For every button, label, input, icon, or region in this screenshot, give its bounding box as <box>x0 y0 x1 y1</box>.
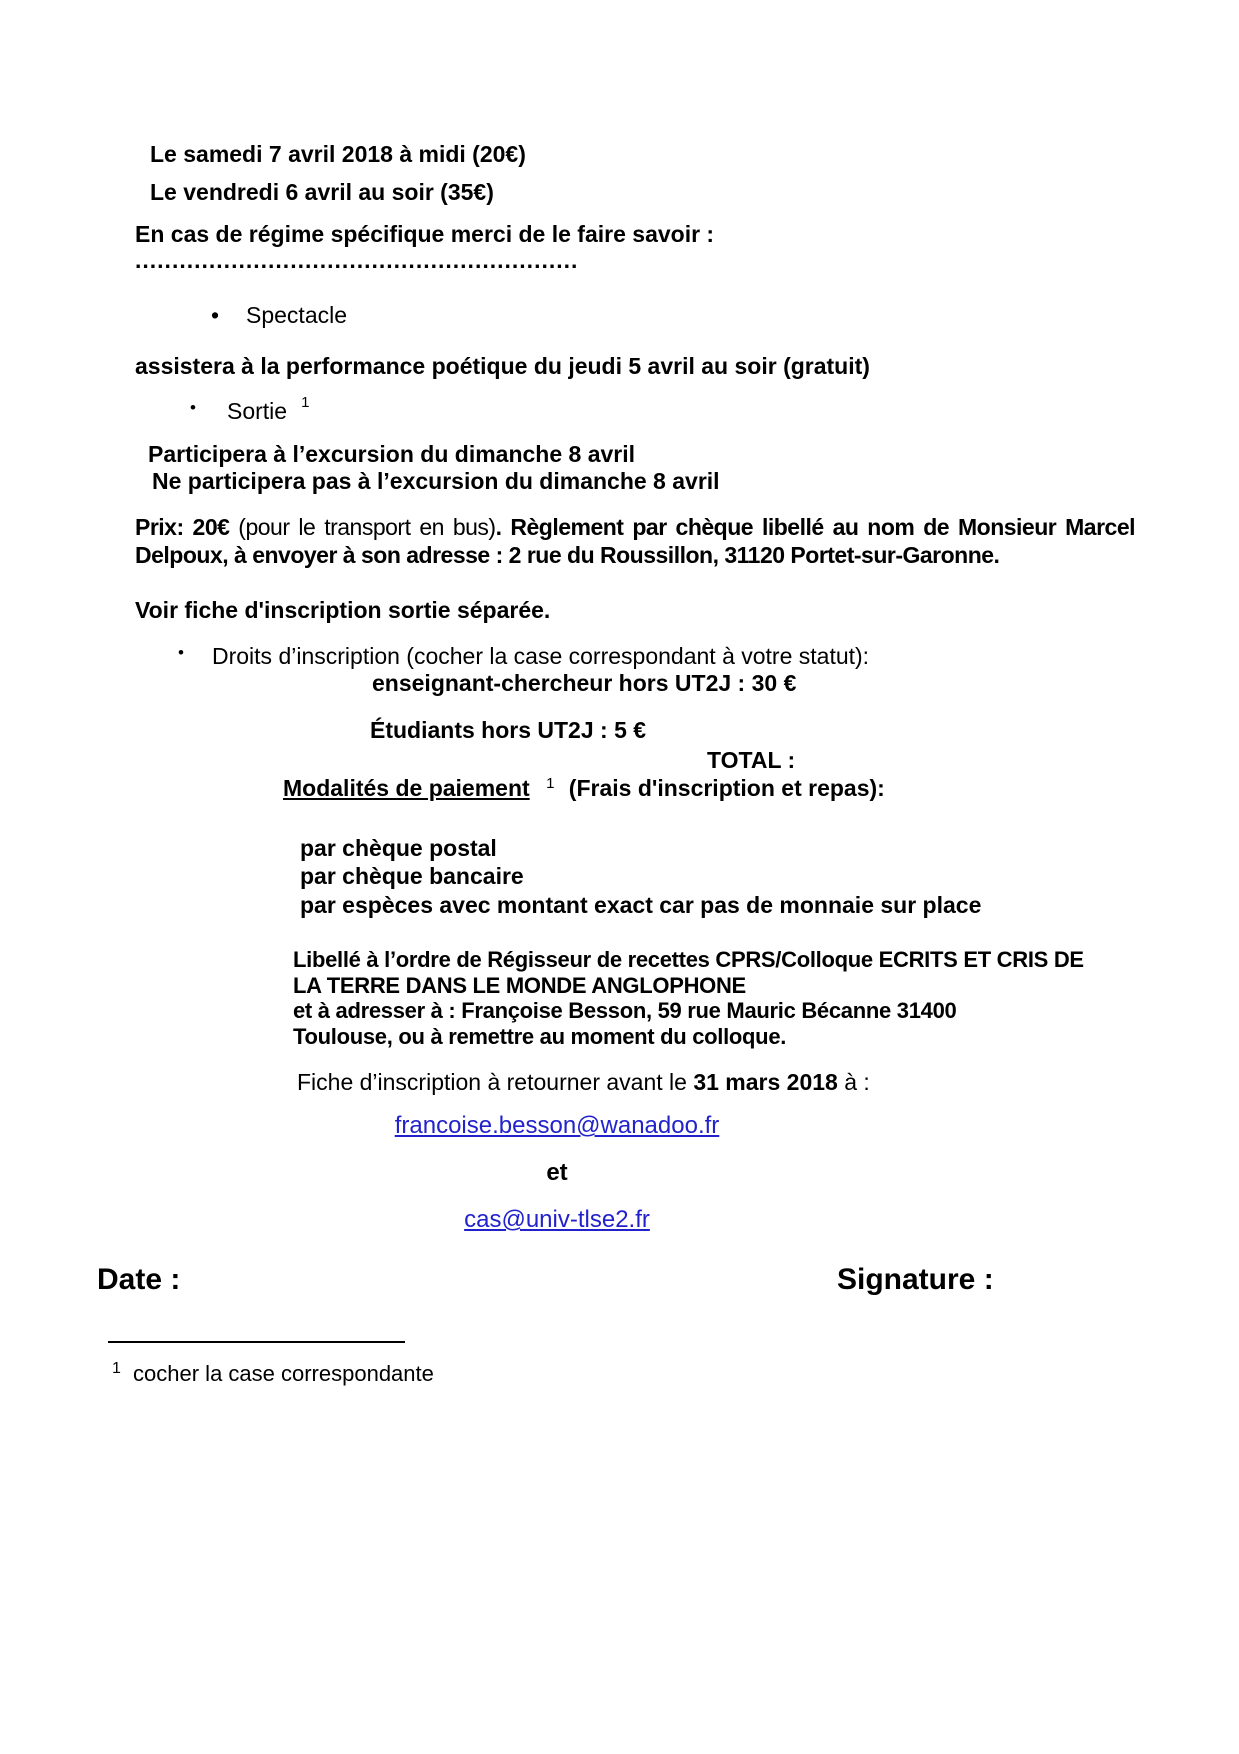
price-lead: Prix: 20€ <box>135 514 230 540</box>
price-transport-note: (pour le transport en bus) <box>229 514 496 540</box>
sortie-footnote-ref: 1 <box>301 394 310 411</box>
bullet-icon: • <box>211 302 220 328</box>
modalites-footnote-ref: 1 <box>546 775 555 792</box>
sortie-bullet-item <box>190 394 310 425</box>
return-deadline-line <box>297 1068 870 1096</box>
libelle-line: Toulouse, ou à remettre au moment du colloque. <box>293 1023 787 1049</box>
voir-fiche-line: Voir fiche d'inscription sortie séparée. <box>135 597 551 623</box>
footnote-line <box>112 1360 434 1391</box>
libelle-line: LA TERRE DANS LE MONDE ANGLOPHONE <box>293 972 746 998</box>
droits-label: Droits d’inscription (cocher la case correspondant à votre statut): <box>212 643 870 669</box>
bullet-icon: • <box>190 398 196 417</box>
diet-prompt: En cas de régime spécifique merci de le faire savoir : <box>135 221 715 247</box>
modalites-line <box>283 774 885 806</box>
fee-enseignant: enseignant-chercheur hors UT2J : 30 € <box>372 670 797 696</box>
spectacle-label: Spectacle <box>246 302 348 328</box>
droits-bullet-item <box>178 642 869 670</box>
date-label: Date : <box>97 1263 181 1296</box>
excursion-option-no: Ne participera pas à l’excursion du dimanche 8 avril <box>152 468 720 494</box>
email-row-1 <box>0 1112 1114 1140</box>
payment-method-especes: par espèces avec montant exact car pas de monnaie sur place <box>300 892 982 918</box>
footnote-text: cocher la case correspondante <box>133 1361 434 1386</box>
signature-label: Signature : <box>837 1263 994 1296</box>
spectacle-bullet-item <box>211 301 347 329</box>
return-deadline-suffix: à : <box>837 1069 870 1095</box>
meal-option-saturday: Le samedi 7 avril 2018 à midi (20€) <box>150 141 526 167</box>
meal-option-friday: Le vendredi 6 avril au soir (35€) <box>150 179 494 205</box>
return-deadline-prefix: Fiche d’inscription à retourner avant le <box>297 1069 694 1095</box>
assistera-line: assistera à la performance poétique du jeudi 5 avril au soir (gratuit) <box>135 353 870 379</box>
libelle-block <box>293 947 1084 1049</box>
payment-method-postal: par chèque postal <box>300 835 497 861</box>
payment-method-bancaire: par chèque bancaire <box>300 863 524 889</box>
fee-etudiants: Étudiants hors UT2J : 5 € <box>370 717 647 743</box>
price-payment-details: . Règlement par chèque libellé au nom de Monsieur Marcel Delpoux, à envoyer à son adresse : 2 rue du Roussillon, 31120 Portet-sur-Garonne. <box>135 514 1135 568</box>
email-separator: et <box>546 1159 568 1186</box>
sortie-label: Sortie <box>227 398 288 424</box>
email-row-2 <box>0 1206 1114 1234</box>
modalites-title: Modalités de paiement <box>283 775 530 801</box>
excursion-option-yes: Participera à l’excursion du dimanche 8 avril <box>148 441 636 467</box>
bullet-icon: • <box>178 643 184 662</box>
price-paragraph <box>135 513 1135 569</box>
email-link-cas[interactable]: cas@univ-tlse2.fr <box>464 1206 650 1233</box>
diet-answer-dotted-line: ............................................................ <box>135 247 579 273</box>
email-link-besson[interactable]: francoise.besson@wanadoo.fr <box>394 1112 720 1139</box>
libelle-line: Libellé à l’ordre de Régisseur de recettes CPRS/Colloque ECRITS ET CRIS DE <box>293 947 1084 972</box>
footnote-separator <box>108 1341 405 1343</box>
return-deadline-date: 31 mars 2018 <box>693 1069 838 1095</box>
libelle-line: et à adresser à : Françoise Besson, 59 rue Mauric Bécanne 31400 <box>293 998 957 1023</box>
footnote-ref: 1 <box>112 1360 121 1377</box>
fee-total: TOTAL : <box>707 747 796 773</box>
modalites-suffix: (Frais d'inscription et repas): <box>568 775 885 801</box>
